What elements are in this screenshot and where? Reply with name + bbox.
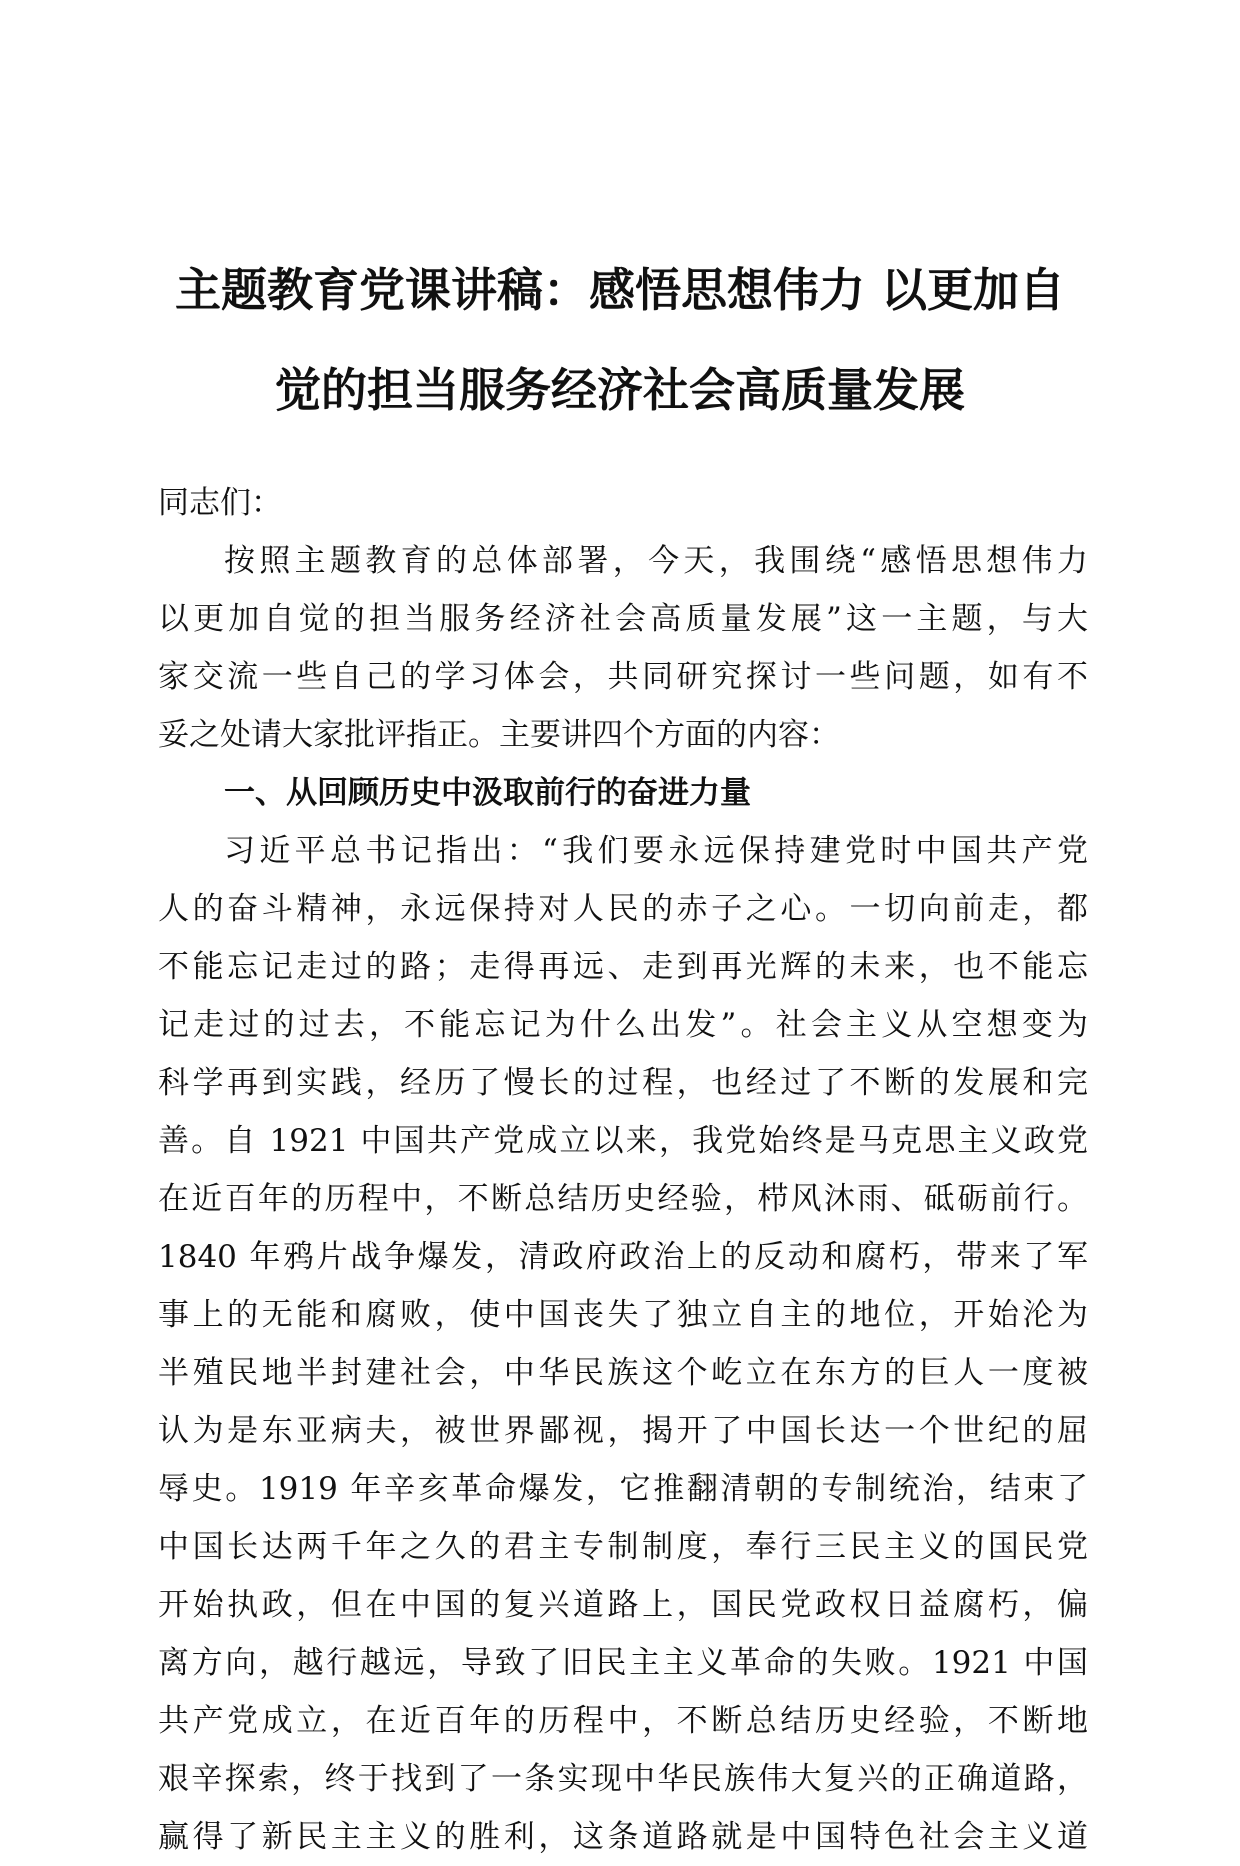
paragraph-line: 半殖民地半封建社会，中华民族这个屹立在东方的巨人一度被 — [158, 1355, 1088, 1391]
paragraph-line: 不能忘记走过的路；走得再远、走到再光辉的未来，也不能忘 — [158, 949, 1088, 985]
paragraph-line: 按照主题教育的总体部署，今天，我围绕“感悟思想伟力 — [224, 543, 1088, 579]
paragraph-line: 共产党成立，在近百年的历程中，不断总结历史经验，不断地 — [158, 1703, 1088, 1739]
title-line-1: 主题教育党课讲稿：感悟思想伟力 以更加自 — [174, 263, 1065, 317]
paragraph-line: 科学再到实践，经历了慢长的过程，也经过了不断的发展和完 — [158, 1065, 1088, 1101]
paragraph-line: 开始执政，但在中国的复兴道路上，国民党政权日益腐朽，偏 — [158, 1587, 1088, 1623]
paragraph-line: 1840 年鸦片战争爆发，清政府政治上的反动和腐朽，带来了军 — [158, 1239, 1088, 1275]
paragraph-line: 以更加自觉的担当服务经济社会高质量发展”这一主题，与大 — [158, 601, 1088, 637]
paragraph-line: 善。自 1921 中国共产党成立以来，我党始终是马克思主义政党 — [158, 1123, 1088, 1159]
section-heading: 一、从回顾历史中汲取前行的奋进力量 — [224, 775, 751, 811]
paragraph-line: 中国长达两千年之久的君主专制制度，奉行三民主义的国民党 — [158, 1529, 1088, 1565]
paragraph-line: 妥之处请大家批评指正。主要讲四个方面的内容： — [158, 717, 840, 753]
salutation: 同志们： — [158, 485, 282, 521]
paragraph-line: 在近百年的历程中，不断总结历史经验，栉风沐雨、砥砺前行。 — [158, 1181, 1088, 1217]
paragraph-line: 事上的无能和腐败，使中国丧失了独立自主的地位，开始沦为 — [158, 1297, 1088, 1333]
paragraph-line: 家交流一些自己的学习体会，共同研究探讨一些问题，如有不 — [158, 659, 1088, 695]
document-title — [150, 240, 1090, 440]
paragraph-line: 离方向，越行越远，导致了旧民主主义革命的失败。1921 中国 — [158, 1645, 1088, 1681]
paragraph-line: 记走过的过去，不能忘记为什么出发”。社会主义从空想变为 — [158, 1007, 1088, 1043]
paragraph-line: 赢得了新民主主义的胜利，这条道路就是中国特色社会主义道 — [158, 1819, 1088, 1855]
document-body — [158, 474, 1088, 1866]
paragraph-line: 人的奋斗精神，永远保持对人民的赤子之心。一切向前走，都 — [158, 891, 1088, 927]
paragraph-line: 艰辛探索，终于找到了一条实现中华民族伟大复兴的正确道路， — [158, 1761, 1088, 1797]
title-line-2: 觉的担当服务经济社会高质量发展 — [275, 363, 965, 417]
paragraph-line: 认为是东亚病夫，被世界鄙视，揭开了中国长达一个世纪的屈 — [158, 1413, 1088, 1449]
paragraph-line: 习近平总书记指出：“我们要永远保持建党时中国共产党 — [224, 833, 1088, 869]
paragraph-line: 辱史。1919 年辛亥革命爆发，它推翻清朝的专制统治，结束了 — [158, 1471, 1088, 1507]
